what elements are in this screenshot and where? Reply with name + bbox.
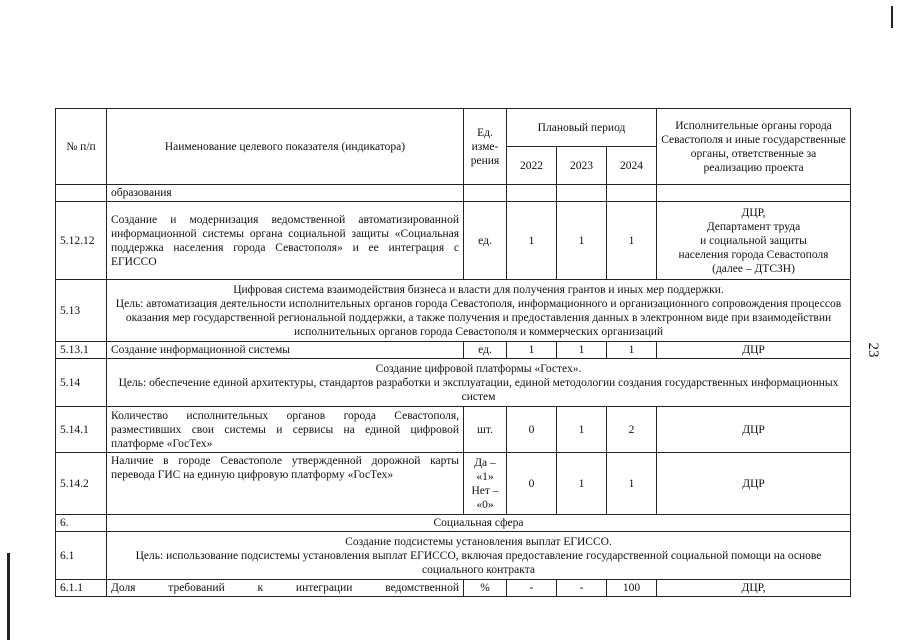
row-year: 0: [507, 453, 557, 515]
row-unit: [464, 185, 507, 202]
row-year: [557, 185, 607, 202]
header-period: Плановый период: [507, 109, 657, 147]
row-year: 0: [507, 407, 557, 453]
row-year: 100: [607, 580, 657, 597]
row-name: Создание информационной системы: [107, 342, 464, 359]
row-num: 5.13: [56, 280, 107, 342]
table-header-row: [56, 109, 851, 147]
row-name: Наличие в городе Севастополе утвержденной дорожной карты перевода ГИС на единую цифровую платформу «ГосТех»: [107, 453, 464, 515]
row-unit: ед.: [464, 202, 507, 280]
row-num: 5.14.2: [56, 453, 107, 515]
row-num: 6.: [56, 515, 107, 532]
scan-edge-mark: [891, 6, 893, 28]
row-year: 1: [557, 407, 607, 453]
section-goal: Цель: использование подсистемы установления выплат ЕГИССО, включая предоставление государственной социальной помощи на основе социального контракта: [135, 549, 822, 576]
header-exec: Исполнительные органы города Севастополя и иные государственные органы, ответственные за реализацию проекта: [657, 109, 851, 185]
row-exec: [657, 202, 851, 280]
header-num: № п/п: [56, 109, 107, 185]
row-unit: шт.: [464, 407, 507, 453]
header-year: 2023: [557, 147, 607, 185]
header-name: Наименование целевого показателя (индикатора): [107, 109, 464, 185]
section-title: Создание подсистемы установления выплат ЕГИССО.: [345, 535, 612, 548]
section-text: [107, 280, 851, 342]
section-row: [56, 532, 851, 580]
row-unit: Да – «1» Нет – «0»: [464, 453, 507, 515]
row-num: [56, 185, 107, 202]
row-name: Создание и модернизация ведомственной автоматизированной информационной системы органа социальной защиты «Социальная поддержка населения города Севастополя» и ее интеграция с ЕГИССО: [107, 202, 464, 280]
scan-edge-mark: [7, 553, 10, 640]
section-row: [56, 515, 851, 532]
row-num: 6.1.1: [56, 580, 107, 597]
row-year: 2: [607, 407, 657, 453]
table-row: [56, 342, 851, 359]
row-name: образования: [107, 185, 464, 202]
row-year: -: [507, 580, 557, 597]
section-title: Цифровая система взаимодействия бизнеса и власти для получения грантов и иных мер поддержки.: [233, 283, 724, 296]
table-row: [56, 580, 851, 597]
table-row: [56, 185, 851, 202]
exec-line: ДЦР,: [741, 206, 766, 219]
section-title: Создание цифровой платформы «Гостех».: [375, 362, 582, 375]
exec-line: (далее – ДТСЗН): [712, 262, 795, 275]
section-text: [107, 359, 851, 407]
row-exec: ДЦР: [657, 453, 851, 515]
row-num: 5.13.1: [56, 342, 107, 359]
section-row: [56, 280, 851, 342]
row-num: 6.1: [56, 532, 107, 580]
row-year: -: [557, 580, 607, 597]
row-year: 1: [557, 453, 607, 515]
table-row: [56, 453, 851, 515]
indicators-table: [55, 108, 851, 597]
row-year: 1: [507, 202, 557, 280]
row-year: 1: [507, 342, 557, 359]
row-exec: ДЦР,: [657, 580, 851, 597]
page-number: 23: [865, 342, 881, 358]
header-unit: Ед. изме-рения: [464, 109, 507, 185]
row-year: [507, 185, 557, 202]
section-goal: Цель: автоматизация деятельности исполнительных органов города Севастополя, информационного и организационного сопровождения процессов оказания мер государственной региональной поддержки, а также получения и предоставления данных в электронном виде при взаимодействии исполнительных органов города Севастополя и коммерческих организаций: [115, 297, 842, 338]
table-row: [56, 202, 851, 280]
row-num: 5.12.12: [56, 202, 107, 280]
section-title: Социальная сфера: [107, 515, 851, 532]
header-year: 2024: [607, 147, 657, 185]
header-year: 2022: [507, 147, 557, 185]
row-name: Доля требований к интеграции ведомственной: [107, 580, 464, 597]
section-row: [56, 359, 851, 407]
exec-line: и социальной защиты: [700, 234, 807, 247]
row-num: 5.14: [56, 359, 107, 407]
row-year: 1: [607, 342, 657, 359]
row-unit: ед.: [464, 342, 507, 359]
row-exec: ДЦР: [657, 342, 851, 359]
row-year: 1: [557, 202, 607, 280]
table-row: [56, 407, 851, 453]
row-exec: ДЦР: [657, 407, 851, 453]
row-name: Количество исполнительных органов города Севастополя, разместивших свои системы и сервисы на единой цифровой платформе «ГосТех»: [107, 407, 464, 453]
section-goal: Цель: обеспечение единой архитектуры, стандартов разработки и эксплуатации, единой методологии создания государственных информационных систем: [118, 376, 839, 403]
exec-line: Департамент труда: [706, 220, 801, 233]
row-year: 1: [557, 342, 607, 359]
row-exec: [657, 185, 851, 202]
exec-line: населения города Севастополя: [678, 248, 829, 261]
row-year: [607, 185, 657, 202]
row-year: 1: [607, 202, 657, 280]
row-unit: %: [464, 580, 507, 597]
section-text: [107, 532, 851, 580]
row-num: 5.14.1: [56, 407, 107, 453]
row-year: 1: [607, 453, 657, 515]
